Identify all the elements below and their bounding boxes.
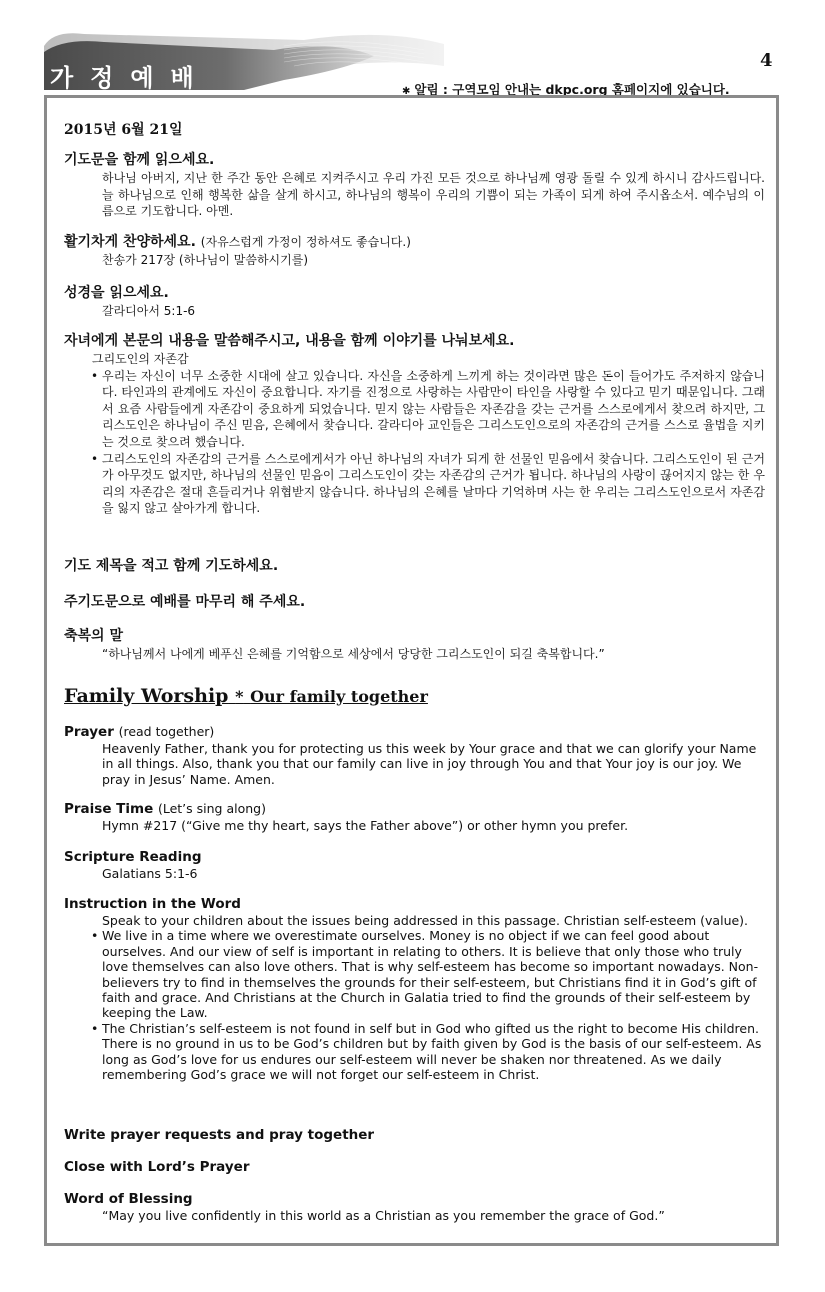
kr-lords-prayer-heading: 주기도문으로 예배를 마무리 해 주세요. (64, 594, 306, 610)
worship-date: 2015년 6월 21일 (64, 122, 183, 138)
en-praise-heading: Praise Time (64, 801, 154, 817)
kr-praise-text: 찬송가 217장 (하나님이 말씀하시기를) (102, 253, 309, 267)
kr-instruction-list (64, 368, 765, 517)
en-praise-section (64, 800, 765, 833)
kr-scripture-text: 갈라디아서 5:1-6 (102, 304, 196, 318)
kr-prayer-text: 하나님 아버지, 지난 한 주간 동안 은혜로 지켜주시고 우리 가진 모든 것으로 하나님께 영광 돌릴 수 있게 하시니 감사드립니다. 늘 하나님으로 인해 행복한 삶을 살게 하시고, 하나님의 행복이 우리의 기쁨이 되는 가족이 되게 하여 주시옵소서. 예수님의 이름으로 기도합니다. 아멘. (102, 171, 765, 219)
star-icon: ✱ (402, 86, 411, 97)
kr-scripture-heading: 성경을 읽으세요. (64, 285, 169, 301)
en-praise-note: (Let’s sing along) (157, 801, 266, 816)
list-item: • The Christian’s self-esteem is not found in self but in God who gifted us the right to become His children. There is no ground in us to be God’s children but by faith given by God is the basis of our self-esteem. As long as God’s love for us endures our self-esteem will never be shaken nor threatened. As we daily remembering God’s grace we will not forget our self-esteem in Christ. (102, 1021, 765, 1083)
en-prayer-section (64, 723, 765, 787)
fw-title-sub: Our family together (250, 687, 428, 706)
kr-praise-section (64, 233, 765, 269)
en-prayer-heading-line (64, 723, 765, 741)
en-scripture-section (64, 848, 765, 881)
en-scripture-heading: Scripture Reading (64, 849, 202, 865)
en-blessing-section (64, 1190, 765, 1223)
en-praise-text: Hymn #217 (“Give me thy heart, says the Father above”) or other hymn you prefer. (102, 818, 629, 833)
en-prayer-requests-heading: Write prayer requests and pray together (64, 1127, 375, 1143)
kr-prayer-heading: 기도문을 함께 읽으세요. (64, 152, 215, 168)
en-prayer-text: Heavenly Father, thank you for protecting us this week by Your grace and that we can glorify your Name in all things. Also, thank you that our family can live in joy through You and that Your joy is our joy. We pray in Jesus’ Name. Amen. (102, 741, 757, 787)
list-item: • 우리는 자신이 너무 소중한 시대에 살고 있습니다. 자신을 소중하게 느끼게 하는 것이라면 많은 돈이 들어가도 주저하지 않습니다. 타인과의 관계에도 자신이 중요합니다. 자기를 진정으로 사랑하는 사람만이 타인을 사랑할 수 있다고 믿기 때문입니다. 그래서 요즘 사람들에게 자존감이 중요하게 되었습니다. 믿지 않는 사람들은 자존감을 갖는 근거를 스스로에게서 찾으려 하지만, 그리스도인은 하나님이 주신 믿음, 은혜에서 찾습니다. 갈라디아 교인들은 그리스도인으로의 자존감의 근거를 스스로 율법을 지키는 것으로 찾으려 했습니다. (102, 368, 765, 451)
en-prayer-heading: Prayer (64, 724, 114, 740)
en-instruction-list (64, 928, 765, 1082)
en-blessing-heading: Word of Blessing (64, 1191, 193, 1207)
page-number: 4 (760, 50, 773, 71)
en-blessing-text: “May you live confidently in this world as a Christian as you remember the grace of God.” (102, 1208, 665, 1223)
kr-instruction-subtitle: 그리도인의 자존감 (92, 352, 189, 366)
en-scripture-text: Galatians 5:1-6 (102, 866, 198, 881)
kr-prayer-topics-heading: 기도 제목을 적고 함께 기도하세요. (64, 558, 279, 574)
en-instruction-heading: Instruction in the Word (64, 896, 241, 912)
fw-title-main: Family Worship (64, 685, 229, 707)
fw-title-separator: * (235, 687, 244, 706)
kr-instruction-heading: 자녀에게 본문의 내용을 말씀해주시고, 내용을 함께 이야기를 나눠보세요. (64, 333, 515, 349)
kr-blessing-text: “하나님께서 나에게 베푸신 은혜를 기억함으로 세상에서 당당한 그리스도인이 되길 축복합니다.” (102, 647, 605, 661)
notice-label: 알림 : 구역모임 안내는 dkpc.org 홈페이지에 있습니다. (414, 82, 730, 97)
kr-blessing-heading: 축복의 말 (64, 628, 123, 644)
en-instruction-intro: Speak to your children about the issues being addressed in this passage. Christian self-esteem (value). (102, 913, 749, 928)
en-instruction-section (64, 895, 765, 1082)
page-header (0, 0, 825, 100)
kr-praise-heading-line (64, 233, 765, 252)
en-prayer-note: (read together) (118, 724, 215, 739)
kr-blessing-section (64, 627, 765, 663)
kr-praise-heading: 활기차게 찬양하세요. (64, 234, 196, 250)
banner-title: 가정예배 (50, 63, 211, 92)
en-praise-heading-line (64, 800, 765, 818)
list-item: • 그리스도인의 자존감의 근거를 스스로에게서가 아닌 하나님의 자녀가 되게 한 선물인 믿음에서 찾습니다. 그리스도인이 된 근거가 아무것도 없지만, 하나님의 선물인 믿음이 그리스도인이 갖는 자존감의 근거가 됩니다. 하나님의 사랑이 끊어지지 않는 한 우리의 자존감은 절대 흔들리거나 위협받지 않습니다. 하나님의 은혜를 날마다 기억하며 사는 한 우리는 그리스도인으로서 자존감을 잃지 않고 살아가게 합니다. (102, 451, 765, 517)
en-lords-prayer-heading: Close with Lord’s Prayer (64, 1159, 250, 1175)
kr-praise-note: (자유스럽게 가정이 정하셔도 좋습니다.) (200, 235, 411, 249)
kr-scripture-section (64, 284, 765, 320)
kr-prayer-section (64, 151, 765, 220)
kr-instruction-section (64, 332, 765, 517)
family-worship-title (64, 685, 428, 707)
list-item: • We live in a time where we overestimate ourselves. Money is no object if we can feel good about ourselves. And our view of self is important in relating to others. It is believe that only those who truly love themselves can also love others. That is why self-esteem has become so important nowadays. Non-believers try to find in themselves the grounds for their self-esteem, but Christians find it in God’s gift of faith and grace. And Christians at the Church in Galatia tried to find the grounds of their self-esteem by keeping the Law. (102, 928, 765, 1020)
